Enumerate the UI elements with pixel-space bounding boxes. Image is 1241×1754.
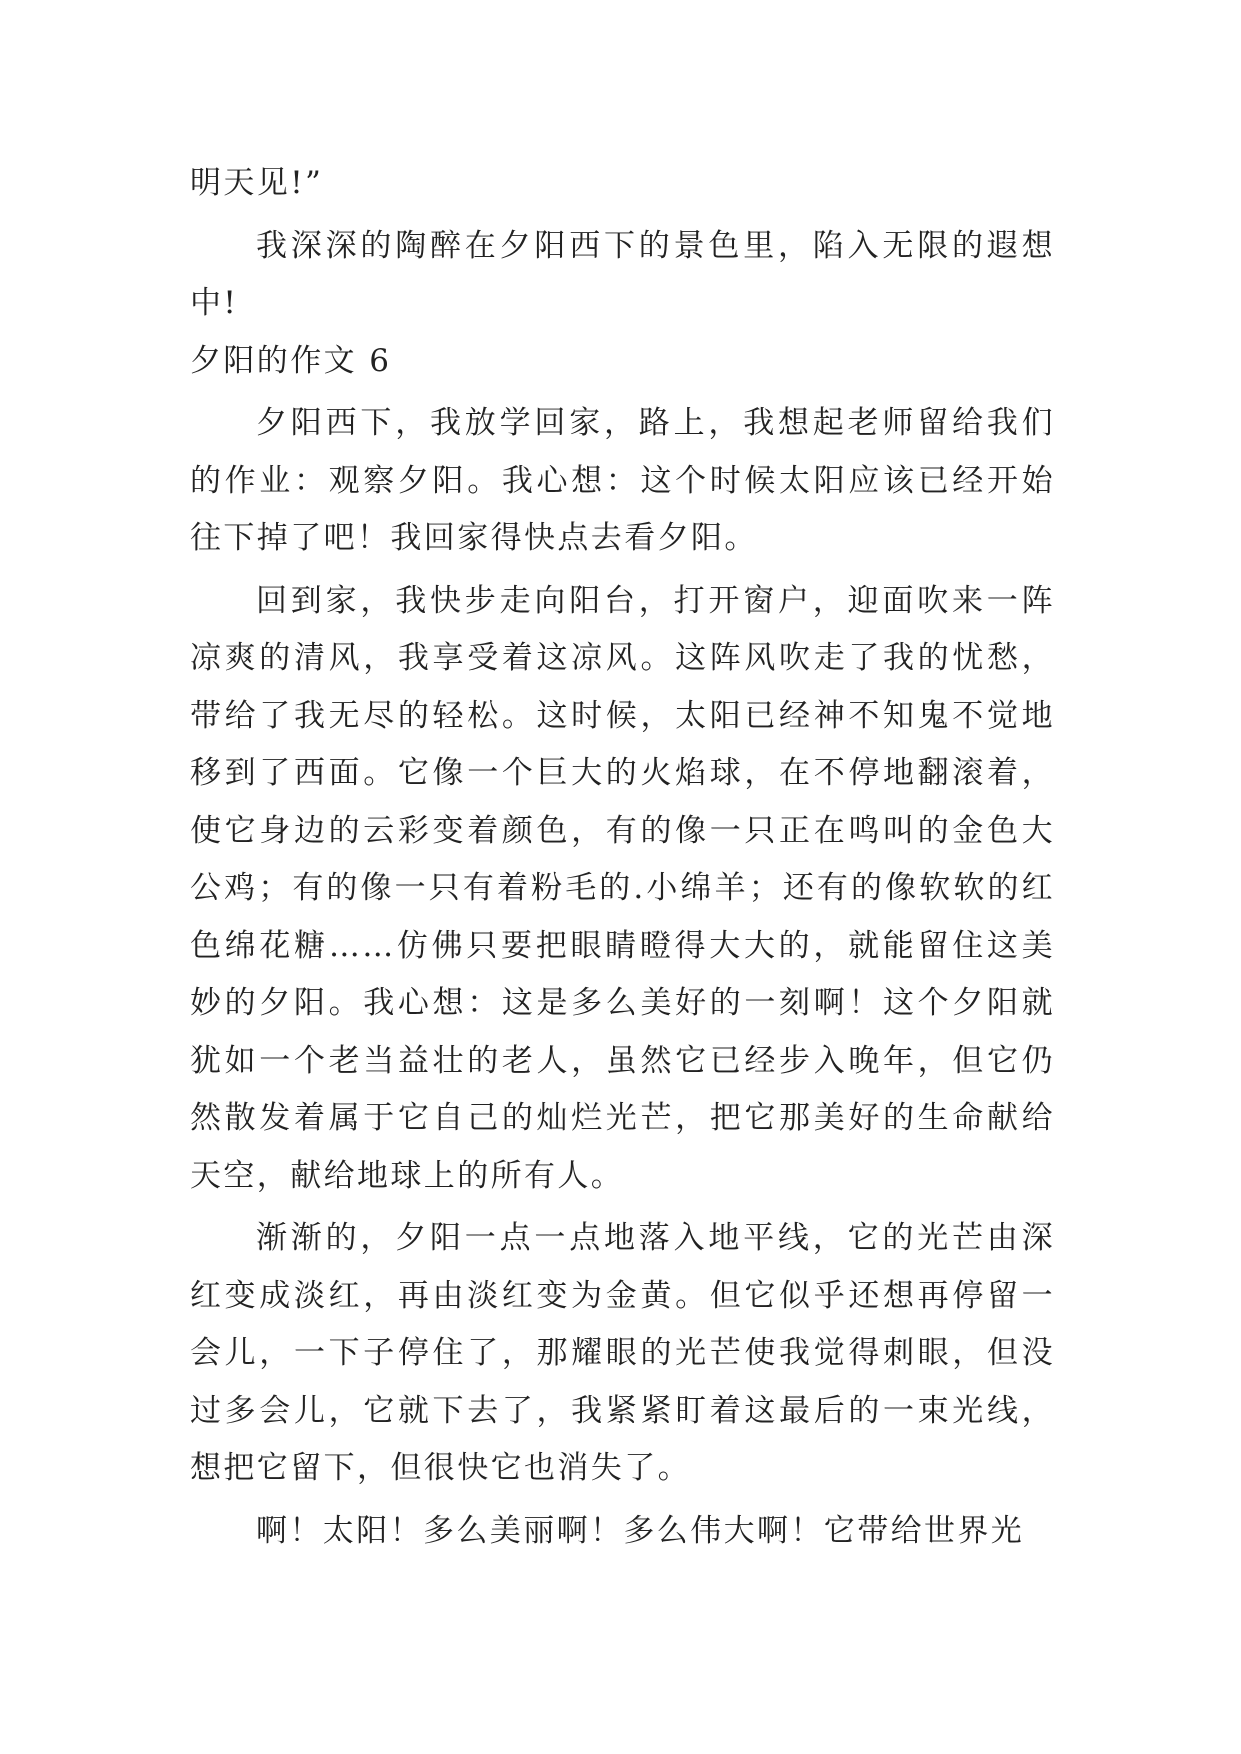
- paragraph: 我深深的陶醉在夕阳西下的景色里，陷入无限的遐想中!: [190, 227, 1055, 321]
- document-body: [190, 155, 1055, 1560]
- paragraph: 回到家，我快步走向阳台，打开窗户，迎面吹来一阵凉爽的清风，我享受着这凉风。这阵风吹走了我的忧愁，带给了我无尽的轻松。这时候，太阳已经神不知鬼不觉地移到了西面。它像一个巨大的火焰球，在不停地翻滚着，使它身边的云彩变着颜色，有的像一只正在鸣叫的金色大公鸡；有的像一只有着粉毛的.小绵羊；还有的像软软的红色绵花糖……仿佛只要把眼睛瞪得大大的，就能留住这美妙的夕阳。我心想：这是多么美好的一刻啊！这个夕阳就犹如一个老当益壮的老人，虽然它已经步入晚年，但它仍然散发着属于它自己的灿烂光芒，把它那美好的生命献给天空，献给地球上的所有人。: [190, 582, 1055, 1194]
- paragraph: 渐渐的，夕阳一点一点地落入地平线，它的光芒由深红变成淡红，再由淡红变为金黄。但它似乎还想再停留一会儿，一下子停住了，那耀眼的光芒使我觉得刺眼，但没过多会儿，它就下去了，我紧紧盯着这最后的一束光线，想把它留下，但很快它也消失了。: [190, 1220, 1055, 1486]
- paragraph: 夕阳西下，我放学回家，路上，我想起老师留给我们的作业：观察夕阳。我心想：这个时候太阳应该已经开始往下掉了吧！我回家得快点去看夕阳。: [190, 405, 1055, 556]
- essay-title: 夕阳的作文 6: [190, 342, 392, 379]
- paragraph: 啊！太阳！多么美丽啊！多么伟大啊！它带给世界光: [256, 1512, 1025, 1549]
- paragraph-continuation: 明天见!”: [190, 165, 324, 201]
